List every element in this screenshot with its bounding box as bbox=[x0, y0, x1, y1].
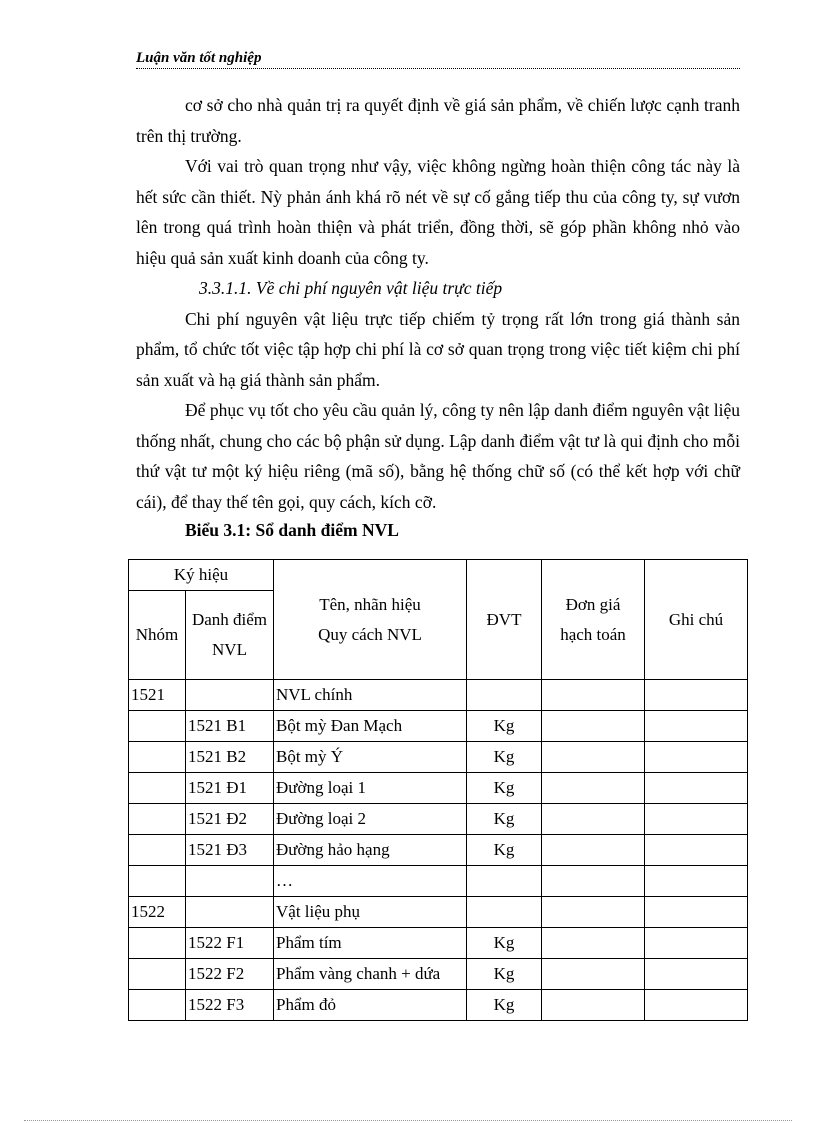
cell-ten: Bột mỳ Ý bbox=[274, 742, 467, 773]
cell-danh-diem: 1521 B1 bbox=[186, 711, 274, 742]
cell-don-gia bbox=[542, 742, 645, 773]
table-caption: Biểu 3.1: Sổ danh điểm NVL bbox=[185, 520, 399, 540]
paragraph: Với vai trò quan trọng như vậy, việc không ngừng hoàn thiện công tác này là hết sức cần thiết. Nỳ phản ánh khá rõ nét về sự cố gắng tiếp thu của công ty, sự vươn lên trong quá trình hoàn thiện và phát triển, đồng thời, sẽ góp phần không nhỏ vào hiệu quả sản xuất kinh doanh của công ty. bbox=[136, 156, 740, 268]
cell-nhom bbox=[129, 959, 186, 990]
cell-ten: Đường loại 2 bbox=[274, 804, 467, 835]
page-footer-divider bbox=[24, 1120, 792, 1121]
table-row bbox=[129, 742, 748, 773]
table-row bbox=[129, 959, 748, 990]
cell-nhom: 1521 bbox=[129, 680, 186, 711]
cell-don-gia bbox=[542, 928, 645, 959]
cell-nhom bbox=[129, 835, 186, 866]
cell-don-gia bbox=[542, 866, 645, 897]
subsection-heading: 3.3.1.1. Về chi phí nguyên vật liệu trực tiếp bbox=[199, 278, 503, 298]
paragraph: Để phục vụ tốt cho yêu cầu quản lý, công ty nên lập danh điểm nguyên vật liệu thống nhất, chung cho các bộ phận sử dụng. Lập danh điểm vật tư là qui định cho mỗi thứ vật tư một ký hiệu riêng (mã số), bằng hệ thống chữ số (có thể kết hợp với chữ cái), để thay thế tên gọi, quy cách, kích cỡ. bbox=[136, 400, 740, 512]
cell-ghi-chu bbox=[645, 835, 748, 866]
cell-danh-diem bbox=[186, 680, 274, 711]
cell-ghi-chu bbox=[645, 711, 748, 742]
cell-don-gia bbox=[542, 711, 645, 742]
cell-don-gia bbox=[542, 897, 645, 928]
cell-nhom bbox=[129, 928, 186, 959]
table-row bbox=[129, 711, 748, 742]
cell-ten: Đường hảo hạng bbox=[274, 835, 467, 866]
cell-ghi-chu bbox=[645, 680, 748, 711]
cell-danh-diem: 1521 B2 bbox=[186, 742, 274, 773]
cell-don-gia bbox=[542, 990, 645, 1021]
header-ten-nhan-hieu bbox=[274, 560, 467, 680]
header-nhom: Nhóm bbox=[129, 591, 186, 680]
cell-don-gia bbox=[542, 680, 645, 711]
header-divider bbox=[136, 68, 740, 69]
cell-danh-diem: 1522 F1 bbox=[186, 928, 274, 959]
paragraph: Chi phí nguyên vật liệu trực tiếp chiếm tỷ trọng rất lớn trong giá thành sản phẩm, tổ chức tốt việc tập hợp chi phí là cơ sở quan trọng trong việc tiết kiệm chi phí sản xuất và hạ giá thành sản phẩm. bbox=[136, 308, 740, 390]
cell-ten: NVL chính bbox=[274, 680, 467, 711]
header-dvt: ĐVT bbox=[467, 560, 542, 680]
paragraph: cơ sở cho nhà quản trị ra quyết định về giá sản phẩm, về chiến lược cạnh tranh trên thị trường. bbox=[136, 95, 740, 146]
cell-danh-diem: 1522 F2 bbox=[186, 959, 274, 990]
cell-dvt bbox=[467, 897, 542, 928]
header-don-gia-line1: Đơn giá bbox=[565, 594, 621, 614]
cell-nhom bbox=[129, 866, 186, 897]
cell-dvt: Kg bbox=[467, 928, 542, 959]
cell-ghi-chu bbox=[645, 959, 748, 990]
cell-ghi-chu bbox=[645, 773, 748, 804]
cell-ten: Phẩm đỏ bbox=[274, 990, 467, 1021]
cell-ten: Vật liệu phụ bbox=[274, 897, 467, 928]
cell-nhom bbox=[129, 711, 186, 742]
cell-danh-diem bbox=[186, 866, 274, 897]
cell-ghi-chu bbox=[645, 804, 748, 835]
cell-nhom: 1522 bbox=[129, 897, 186, 928]
cell-danh-diem: 1521 Đ2 bbox=[186, 804, 274, 835]
table-row bbox=[129, 928, 748, 959]
cell-ghi-chu bbox=[645, 742, 748, 773]
cell-dvt: Kg bbox=[467, 773, 542, 804]
table-row bbox=[129, 835, 748, 866]
cell-dvt: Kg bbox=[467, 835, 542, 866]
cell-nhom bbox=[129, 773, 186, 804]
table-row bbox=[129, 990, 748, 1021]
table-row bbox=[129, 866, 748, 897]
cell-danh-diem bbox=[186, 897, 274, 928]
table-row bbox=[129, 680, 748, 711]
cell-dvt bbox=[467, 866, 542, 897]
cell-don-gia bbox=[542, 835, 645, 866]
header-ten-line1: Tên, nhãn hiệu bbox=[319, 594, 421, 614]
nvl-catalog-table bbox=[128, 559, 748, 1021]
cell-ghi-chu bbox=[645, 990, 748, 1021]
header-don-gia bbox=[542, 560, 645, 680]
cell-ten: Bột mỳ Đan Mạch bbox=[274, 711, 467, 742]
body-text bbox=[136, 90, 740, 517]
cell-don-gia bbox=[542, 959, 645, 990]
cell-ten: Phẩm vàng chanh + dứa bbox=[274, 959, 467, 990]
running-header: Luận văn tốt nghiệp bbox=[136, 50, 262, 66]
header-ten-line2: Quy cách NVL bbox=[318, 624, 422, 644]
cell-dvt: Kg bbox=[467, 742, 542, 773]
header-don-gia-line2: hạch toán bbox=[560, 624, 626, 644]
cell-dvt: Kg bbox=[467, 711, 542, 742]
cell-nhom bbox=[129, 990, 186, 1021]
header-ghi-chu: Ghi chú bbox=[645, 560, 748, 680]
cell-ten: … bbox=[274, 866, 467, 897]
cell-dvt: Kg bbox=[467, 990, 542, 1021]
table-row bbox=[129, 773, 748, 804]
cell-danh-diem: 1522 F3 bbox=[186, 990, 274, 1021]
header-ky-hieu: Ký hiệu bbox=[129, 560, 274, 591]
cell-danh-diem: 1521 Đ1 bbox=[186, 773, 274, 804]
cell-danh-diem: 1521 Đ3 bbox=[186, 835, 274, 866]
header-danh-diem: Danh điểm NVL bbox=[186, 591, 274, 680]
table-header-row bbox=[129, 560, 748, 591]
cell-ghi-chu bbox=[645, 866, 748, 897]
table-row bbox=[129, 804, 748, 835]
table-row bbox=[129, 897, 748, 928]
cell-ten: Đường loại 1 bbox=[274, 773, 467, 804]
cell-ghi-chu bbox=[645, 897, 748, 928]
cell-don-gia bbox=[542, 804, 645, 835]
cell-ghi-chu bbox=[645, 928, 748, 959]
cell-dvt bbox=[467, 680, 542, 711]
cell-nhom bbox=[129, 804, 186, 835]
cell-don-gia bbox=[542, 773, 645, 804]
cell-ten: Phẩm tím bbox=[274, 928, 467, 959]
cell-dvt: Kg bbox=[467, 959, 542, 990]
cell-dvt: Kg bbox=[467, 804, 542, 835]
cell-nhom bbox=[129, 742, 186, 773]
